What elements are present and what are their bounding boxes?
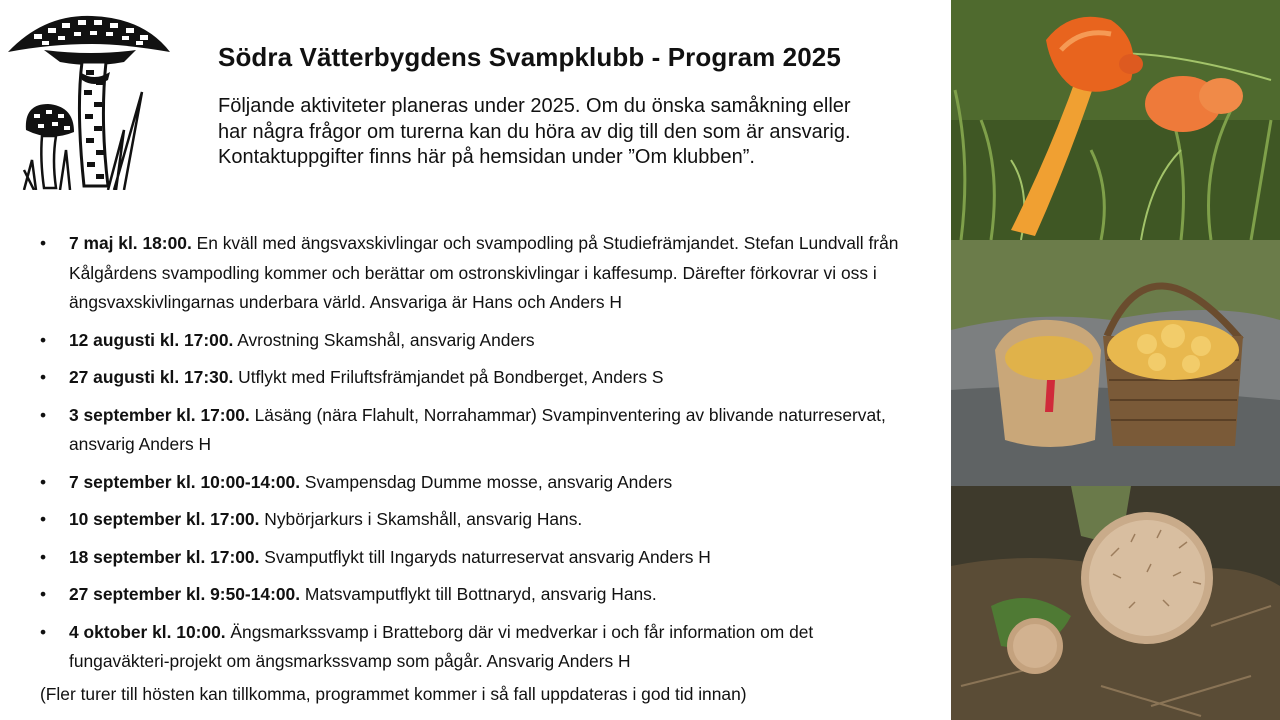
event-item <box>36 401 916 460</box>
puffball-photo <box>951 486 1280 720</box>
bullet: • <box>40 367 47 387</box>
bullet: • <box>40 404 47 425</box>
bullet: • <box>40 621 47 642</box>
event-item <box>36 326 916 356</box>
event-date: 12 augusti kl. 17:00. <box>69 329 234 350</box>
event-item <box>36 363 916 393</box>
waxcap-photo <box>951 0 1280 240</box>
event-description: Svampensdag Dumme mosse, ansvarig Anders <box>300 471 673 492</box>
intro-line: Kontaktuppgifter finns här på hemsidan under ”Om klubben”. <box>218 146 755 168</box>
event-item <box>36 229 916 318</box>
intro-line: Följande aktiviteter planeras under 2025. Om du önska samåkning eller <box>218 95 851 117</box>
bullet: • <box>40 233 47 253</box>
event-description: Ängsmarkssvamp i Bratteborg där vi medverkar i och får information om det fungaväkteri-projekt om ängsmarkssvamp som pågår. Ansvarig Anders H <box>69 621 814 671</box>
event-item <box>36 505 916 535</box>
bullet: • <box>40 509 47 529</box>
event-description: Läsäng (nära Flahult, Norrahammar) Svampinventering av blivande naturreservat, ansvarig Anders H <box>69 404 886 454</box>
bullet: • <box>40 329 47 350</box>
event-date: 27 september kl. 9:50-14:00. <box>69 584 301 604</box>
event-item <box>36 618 916 677</box>
event-description: Nybörjarkurs i Skamshåll, ansvarig Hans. <box>259 509 583 529</box>
event-date: 10 september kl. 17:00. <box>69 509 260 529</box>
event-description: Utflykt med Friluftsfrämjandet på Bondberget, Anders S <box>233 367 664 387</box>
event-item <box>36 543 916 573</box>
event-description: Svamputflykt till Ingaryds naturreservat ansvarig Anders H <box>259 546 711 567</box>
mushroom-logo-icon <box>4 10 174 190</box>
event-date: 7 maj kl. 18:00. <box>69 233 192 253</box>
page-title: Södra Vätterbygdens Svampklubb - Program 2025 <box>218 42 841 72</box>
club-logo <box>4 10 174 190</box>
event-item <box>36 580 916 610</box>
event-date: 7 september kl. 10:00-14:00. <box>69 471 301 492</box>
event-description: Matsvamputflykt till Bottnaryd, ansvarig Hans. <box>300 584 657 604</box>
event-description: En kväll med ängsvaxskivlingar och svampodling på Studiefrämjandet. Stefan Lundvall från Kålgårdens svampodling kommer och berättar om ostronskivlingar i kaffesump. Därefter förkovrar vi oss i ängsvaxskivlingarnas underbara värld. Ansvariga är Hans och Anders H <box>69 233 899 312</box>
footer-note: (Fler turer till hösten kan tillkomma, programmet kommer i så fall uppdateras i god tid innan) <box>40 684 747 704</box>
bullet: • <box>40 546 47 567</box>
event-date: 18 september kl. 17:00. <box>69 546 260 567</box>
event-date: 4 oktober kl. 10:00. <box>69 621 226 642</box>
event-list <box>36 229 916 685</box>
event-description: Avrostning Skamshål, ansvarig Anders <box>233 329 535 350</box>
event-date: 3 september kl. 17:00. <box>69 404 250 425</box>
chanterelle-baskets-photo <box>951 240 1280 486</box>
intro-line: har några frågor om turerna kan du höra av dig till den som är ansvarig. <box>218 120 851 143</box>
event-item <box>36 468 916 498</box>
photo-column <box>951 0 1280 720</box>
event-date: 27 augusti kl. 17:30. <box>69 367 234 387</box>
bullet: • <box>40 471 47 492</box>
intro-text <box>218 94 918 171</box>
bullet: • <box>40 584 47 604</box>
